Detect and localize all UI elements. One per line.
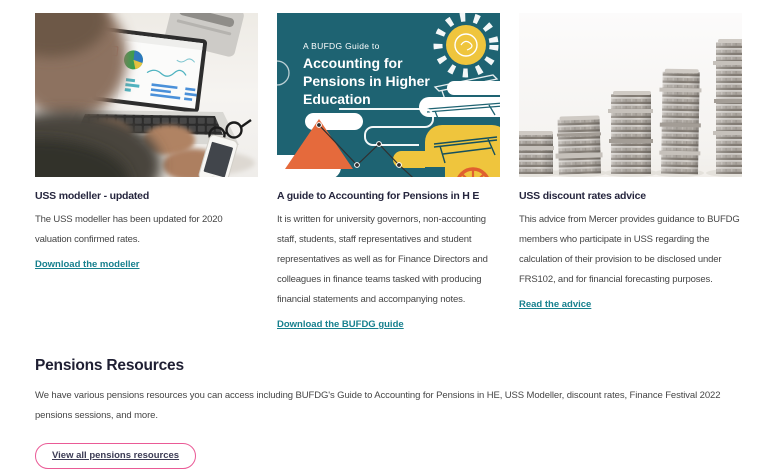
coin-stacks-illustration bbox=[519, 13, 742, 177]
card-discount-rates bbox=[519, 13, 742, 332]
card-title-discount-rates: USS discount rates advice bbox=[519, 190, 646, 202]
coin-stack-4 bbox=[658, 69, 702, 175]
bufdg-guide-cover[interactable] bbox=[277, 13, 500, 177]
download-bufdg-guide-link[interactable]: Download the BUFDG guide bbox=[277, 319, 404, 330]
cover-title-text: Accounting for Pensions in Higher Education bbox=[303, 55, 430, 108]
cover-kicker-text: A BUFDG Guide to bbox=[303, 41, 380, 51]
card-body-accounting-guide: It is written for university governors, non-accounting staff, students, staff representatives and student representatives as well as for Finance Directors and colleagues in finance teams tasked with producing financial statements and accompanying notes. bbox=[277, 214, 488, 305]
coin-stack-3 bbox=[608, 91, 653, 174]
read-advice-link[interactable]: Read the advice bbox=[519, 299, 592, 310]
download-modeller-link[interactable]: Download the modeller bbox=[35, 259, 140, 270]
pensions-resources-heading: Pensions Resources bbox=[35, 357, 184, 374]
coin-stacks-photo[interactable] bbox=[519, 13, 742, 177]
laptop-analytics-illustration bbox=[35, 13, 258, 177]
pensions-resources-section bbox=[35, 357, 739, 469]
coin-stack-1 bbox=[519, 131, 554, 174]
card-uss-modeller bbox=[35, 13, 258, 332]
view-all-pensions-resources-button[interactable]: View all pensions resources bbox=[35, 443, 196, 469]
card-body-discount-rates: This advice from Mercer provides guidance to BUFDG members who participate in USS regarding the calculation of their provision to be disclosed under FRS102, and for financial forecasting purposes. bbox=[519, 214, 740, 285]
coin-stack-2 bbox=[555, 115, 604, 174]
card-accounting-guide bbox=[277, 13, 500, 332]
card-body-uss-modeller: The USS modeller has been updated for 2020 valuation confirmed rates. bbox=[35, 214, 223, 245]
pensions-resources-description: We have various pensions resources you can access including BUFDG's Guide to Accounting for Pensions in HE, USS Modeller, discount rates, Finance Festival 2022 pensions sessions, and more. bbox=[35, 390, 721, 421]
coin-stack-5 bbox=[713, 39, 742, 174]
resource-cards-row bbox=[35, 13, 739, 332]
card-title-accounting-guide: A guide to Accounting for Pensions in H E bbox=[277, 190, 480, 202]
laptop-analytics-photo[interactable] bbox=[35, 13, 258, 177]
card-title-uss-modeller: USS modeller - updated bbox=[35, 190, 150, 202]
